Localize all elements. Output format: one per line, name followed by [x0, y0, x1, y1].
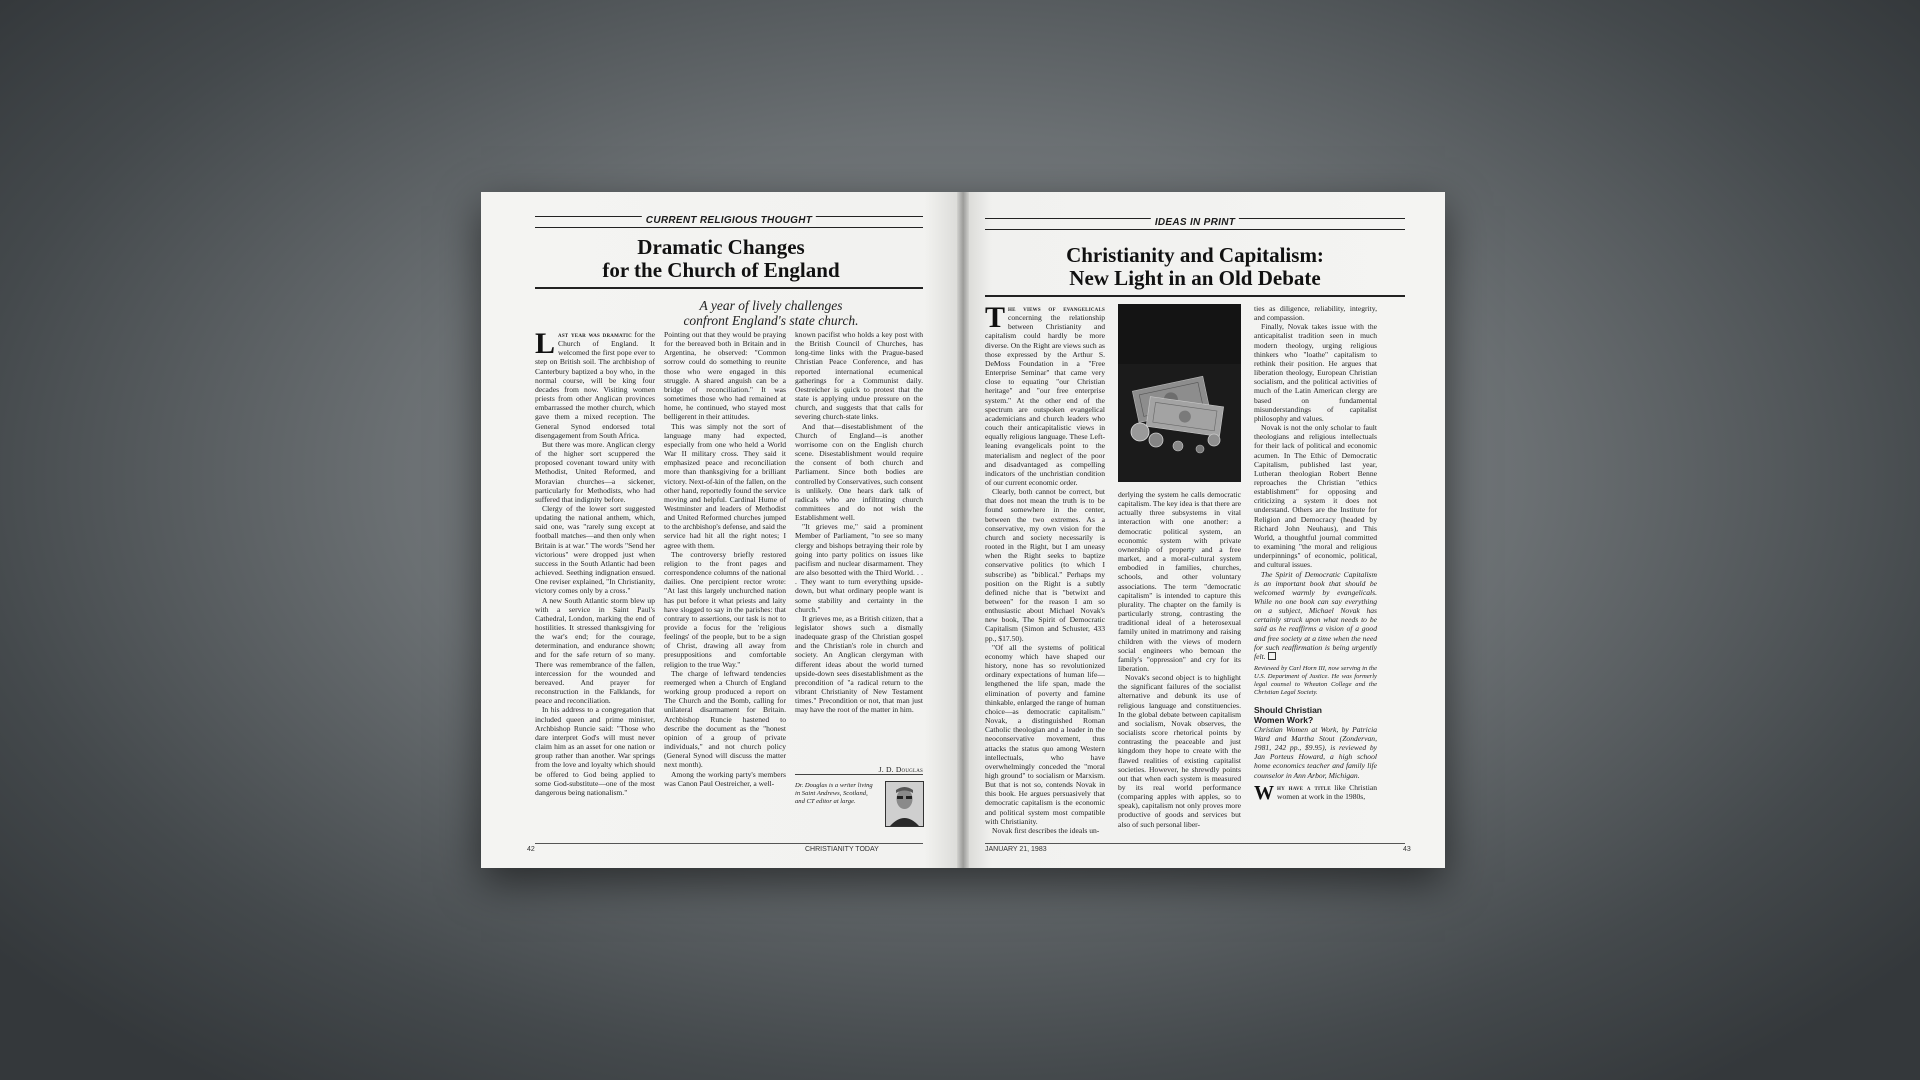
reviewer-note: Reviewed by Carl Horn III, now serving in the U.S. Department of Justice. He was formerly legal counsel to Wheaton College and the Christian Legal Society. [1254, 665, 1377, 696]
dropcap: L [535, 327, 556, 360]
paragraph: The charge of leftward tendencies reemerged when a Church of England working group produced a report on The Church and the Bomb, calling for unilateral disarmament for Britain. Archbishop Runcie hastened to describe the document as the "honest opinion of a group of private individuals," and not church policy (General Synod will discuss the matter next month). [664, 668, 786, 770]
paragraph: The Spirit of Democratic Capitalism is an important book that should be welcomed warmly by evangelicals. While no one book can say everything on a subject, Michael Novak has certainly struck upon what needs to be said as he reaffirms a vision of a good and free society at a time when the need for such reaffirmation is being urgently felt. [1254, 569, 1377, 661]
paragraph: derlying the system he calls democratic capitalism. The key idea is that there are actually three subsystems in vital interaction with one another: a democratic political system, an economic system with private ownership of property and a free market, and a moral-cultural system embodied in families, churches, schools, and other voluntary associations. The term "democratic capitalism" is intended to capture this plurality. The chapter on the family is particularly strong, contrasting the traditional ideal of a heterosexual family united in matrimony and raising children with the views of modern social engineers who bemoan the family's "oppression" and cry for its liberation. [1118, 490, 1241, 673]
bio-divider [795, 774, 923, 775]
page-number: 43 [1403, 846, 1411, 853]
paragraph: Clergy of the lower sort suggested updating the national anthem, which, said one, was "rarely sung except at football matches—and then only when Britain is at war." The words "Send her victorious" were dropped just when success in the South Atlantic had been achieved. Seething indignation ensued. One reviser explained, "In Christianity, victory comes only by a cross." [535, 503, 655, 596]
paragraph: Among the working party's members was Canon Paul Oestreicher, a well- [664, 769, 786, 788]
paragraph: But there was more. Anglican clergy of the higher sort scuppered the proposed covenant toward unity with Methodist, United Reformed, and Moravian churches—a sickener, particularly for Methodists, who had suffered that indignity before. [535, 439, 655, 504]
issue-date: JANUARY 21, 1983 [985, 846, 1047, 853]
paragraph: ties as diligence, reliability, integrity, and compassion. [1254, 304, 1377, 323]
paragraph: like Christian women at work in the 1980s, [1277, 782, 1377, 801]
author-bio: Dr. Douglas is a writer living in Saint Andrews, Scotland, and CT editor at large. [795, 782, 873, 805]
paragraph: Clearly, both cannot be correct, but that does not mean the truth is to be found somewhere in the center, between the two extremes. As a conservative, my own vision for the church and society necessarily is rooted in the Right, but I am uneasy when the Right seeks to baptize conservative politics (to which I subscribe) as "biblical." Perhaps my position on the Right is a subtly defined niche that is "betwixt and between" for the reason I am so enthusiastic about Michael Novak's new book, The Spirit of Democratic Capitalism (Simon and Schuster, 433 pp., $17.50). [985, 487, 1105, 643]
money-photo-icon [1118, 304, 1241, 482]
right-column-1 [985, 301, 1105, 835]
portrait-icon [886, 782, 923, 826]
article-headline [521, 236, 921, 282]
deck-line-2: confront England's state church. [683, 313, 859, 328]
paragraph: It grieves me, as a British citizen, that a legislator shows such a dismally inadequate grasp of the Christian gospel and the Christian's role in church and society. An Anglican clergyman with different ideas about the world turned upside-down sees disestablishment as the precondition of "a radical return to the vibrant Christianity of New Testament times." Precondition or not, that man just may have the root of the matter in him. [795, 613, 923, 715]
money-photo [1118, 304, 1241, 482]
dropcap: T [985, 301, 1006, 334]
magazine-spread [481, 192, 1445, 868]
byline [795, 765, 923, 774]
paragraph: "Of all the systems of political economy which have shaped our history, none has so revolutionized ordinary expectations of human life—lengthened the life span, made the elimination of poverty and famine thinkable, enlarged the range of human choice—as democratic capitalism." Novak, a distinguished Roman Catholic theologian and a leader in the neoconservative movement, thus attacks the status quo among Western intellectuals, who have overwhelmingly conceded the "moral high ground" to socialism or Marxism. But that is not so, contends Novak in this book. He argues persuasively that democratic capitalism is the economic and political system most compatible with Christianity. [985, 642, 1105, 826]
deck-line-1: A year of lively challenges [699, 298, 843, 313]
page-number: 42 [527, 846, 535, 853]
subhead-line-2: Women Work? [1254, 714, 1314, 725]
right-column-3 [1254, 304, 1377, 824]
paragraph: Finally, Novak takes issue with the anticapitalist tradition seen in much modern theology, urging religious thinkers who "loathe" capitalism to rethink their position. He argues that liberation theology, European Christian socialism, and the political activities of much of the Latin American clergy are based on fundamental misunderstandings of capitalist philosophy and values. [1254, 322, 1377, 423]
paragraph: Novak first describes the ideals un- [992, 825, 1100, 835]
paragraph: "It grieves me," said a prominent Member of Parliament, "to see so many clergy and bishops betraying their role by going into party politics on issues like pacifism and nuclear disarmament. They are also besotted with the Third World. . . . They want to turn everything upside-down, but what ordinary people want is some stability and certainty in the church." [795, 522, 923, 614]
lead-in: ast year was dramatic [558, 330, 632, 339]
dropcap: W [1254, 781, 1274, 804]
section-header [535, 216, 923, 228]
left-column-2 [664, 330, 786, 818]
footer-rule [985, 843, 1405, 844]
paragraph: A new South Atlantic storm blew up with a service in Saint Paul's Cathedral, London, marking the end of hostilities. It stressed thanksgiving for the war's end; for the courage, determination, and endurance shown; and for the safe return of so many. There was remembrance of the fallen, intercession for the wounded and bereaved. And prayer for reconstruction in the Falklands, for peace and reconciliation. [535, 595, 655, 706]
paragraph: Christian Women at Work, by Patricia Ward and Martha Stout (Zondervan, 1981, 242 pp., $9.95), is reviewed by Jan Porteus Howard, a high school home economics teacher and family life counselor in Ann Arbor, Michigan. [1254, 724, 1377, 780]
paragraph: concerning the relationship between Christianity and capitalism could hardly be more diverse. On the Right are views such as those expressed by the Arthur S. DeMoss Foundation in a "Free Enterprise Seminar" that came very close to equating "our Christian heritage" and "our free enterprise system." At the other end of the spectrum are outspoken evangelical academicians and church leaders who couch their anticapitalistic views in equally religious language. These Left-leaning evangelicals point to the materialism and neglect of the poor and disadvantaged as compelling indicators of the unchristian condition of our current economic order. [985, 313, 1105, 487]
publication-name: CHRISTIANITY TODAY [805, 846, 879, 853]
section-header [985, 218, 1405, 230]
author-photo [885, 781, 924, 827]
paragraph: The controversy briefly restored religion to the front pages and correspondence columns of the national dailies. One percipient rector wrote: "At last this largely unchurched nation has put before it what priests and laity have slogged to say in the parishes: that contrary to assertions, our task is not to provide a focus for the 'religious feelings' of the people, but to be a sign of Christ, drawing all away from presuppositions and comfortable religion to the true Way." [664, 549, 786, 669]
lead-in: he views of evangelicals [1008, 304, 1105, 313]
right-page [963, 192, 1445, 868]
paragraph: And that—disestablishment of the Church of England—is another worrisome con on the English church scene. Disestablishment would require the consent of both church and Parliament. Since both bodies are controlled by Conservatives, such consent is unlikely. One hears dark talk of radicals who are infiltrating church committees and do not wish the Establishment well. [795, 421, 924, 523]
footer-rule [535, 843, 923, 844]
headline-line-1: Christianity and Capitalism: [1066, 243, 1324, 267]
subhead-line-1: Should Christian [1254, 704, 1322, 715]
left-column-1 [535, 327, 655, 818]
headline-line-2: for the Church of England [602, 258, 840, 282]
left-page [481, 192, 963, 868]
section-label: CURRENT RELIGIOUS THOUGHT [642, 215, 816, 226]
paragraph: Novak is not the only scholar to fault theologians and religious intellectuals for their lack of political and economic acumen. In The Ethic of Democratic Capitalism, published last year, Lutheran theologian Robert Benne reproaches the Christian "ethics establishment" for opposing and criticizing a system it does not understand. Others are the Institute for Religion and Democracy (headed by Richard John Neuhaus), and This World, a thoughtful journal committed to examining "the moral and religious underpinnings" of economic, political, and cultural issues. [1254, 423, 1377, 570]
headline-rule [535, 287, 923, 289]
article-headline [985, 244, 1405, 290]
sidebar-subhead [1254, 705, 1377, 725]
left-column-3 [795, 330, 923, 750]
paragraph: This was simply not the sort of language many had expected, especially from one who held a World War II military cross. They said it emphasized peace and reconciliation more than thanksgiving for a brilliant victory. Next-of-kin of the fallen, on the other hand, reportedly found the service moving and helpful. Cardinal Hume of Westminster and leaders of Methodist and United Reformed churches jumped to the archbishop's defense, and said the service had hit all the right notes; I agree with them. [664, 421, 786, 550]
paragraph: known pacifist who holds a key post with the British Council of Churches, has long-time links with the Prague-based Christian Peace Conference, and has reported international ecumenical gatherings for a Communist daily. Oestreicher is quick to protest that the state is applying undue pressure on the church, and suggests that that calls for severing church-state links. [795, 330, 923, 422]
right-column-2 [1118, 490, 1241, 829]
lead-in: hy have a title [1277, 782, 1331, 792]
paragraph: Pointing out that they would be praying for the bereaved both in Britain and in Argentina, he observed: "Common sorrow could do something to reunite those who were engaged in this struggle. A shared anguish can be a bridge of reconciliation." It was sometimes those who had remained at home, he continued, who stayed most belligerent in their attitudes. [664, 330, 786, 422]
byline-name: J. D. Douglas [878, 765, 923, 774]
paragraph: Novak's second object is to highlight the significant failures of the socialist alternative and debunk its use of religious language and constituencies. In the global debate between capitalism and socialism, Novak observes, the socialists score rhetorical points by contrasting the peaceable and just kingdom they hope to create with the flawed realities of existing capitalist societies. However, he shrewdly points out that when each system is measured by its real world performance (comparing apples with apples, so to speak), capitalism not only proves more productive of goods and services but also of such personal liber- [1118, 673, 1241, 829]
paragraph: In his address to a congregation that included queen and prime minister, Archbishop Runcie said: "Those who dare interpret God's will must never claim him as an asset for one nation or group rather than another. War springs from the love and loyalty which should be offered to God being applied to some God-substitute—one of the most dangerous being nationalism." [535, 705, 655, 797]
headline-rule [985, 295, 1405, 297]
spread-gutter [957, 192, 969, 868]
headline-line-2: New Light in an Old Debate [1069, 266, 1321, 290]
paragraph: for the Church of England. It welcomed the first pope ever to step on British soil. The archbishop of Canterbury baptized a boy who, in the normal course, will be king four decades from now. Visiting women priests from other Anglican provinces embarrassed the mother church, which gave them a mixed reception. The General Synod endorsed total disengagement from South Africa. [535, 330, 655, 440]
article-deck [641, 298, 901, 328]
section-label: IDEAS IN PRINT [1151, 217, 1239, 228]
headline-line-1: Dramatic Changes [637, 235, 805, 259]
end-mark-icon [1268, 652, 1276, 660]
